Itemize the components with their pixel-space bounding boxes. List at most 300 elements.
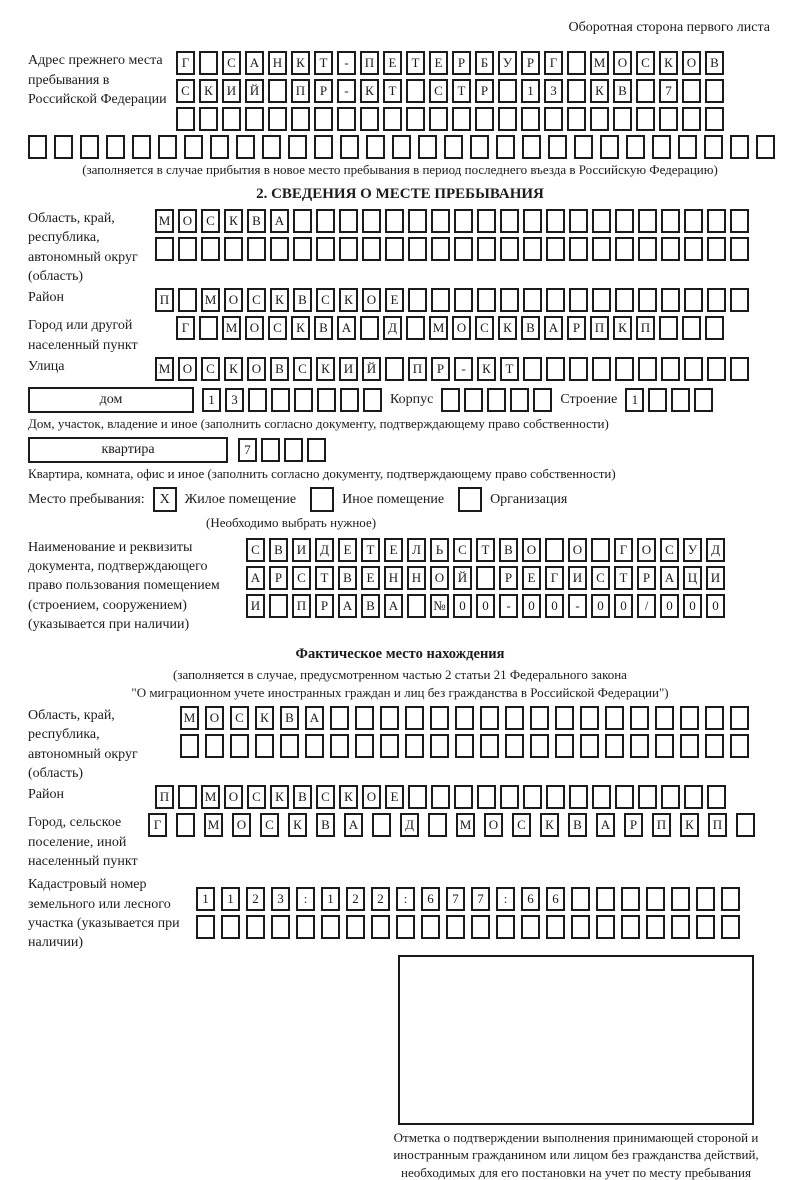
form-cell[interactable] <box>615 237 634 261</box>
form-cell[interactable] <box>567 79 586 103</box>
form-cell[interactable]: К <box>360 79 379 103</box>
form-cell[interactable] <box>736 813 755 837</box>
form-cell[interactable]: - <box>337 51 356 75</box>
form-cell[interactable]: О <box>178 209 197 233</box>
form-cell[interactable] <box>705 734 724 758</box>
form-cell[interactable] <box>430 706 449 730</box>
form-cell[interactable]: Е <box>429 51 448 75</box>
form-cell[interactable]: 0 <box>683 594 702 618</box>
form-cell[interactable] <box>659 316 678 340</box>
form-cell[interactable]: М <box>155 209 174 233</box>
form-cell[interactable] <box>291 107 310 131</box>
form-cell[interactable]: Б <box>475 51 494 75</box>
form-cell[interactable]: - <box>454 357 473 381</box>
form-cell[interactable] <box>580 734 599 758</box>
form-cell[interactable] <box>580 706 599 730</box>
form-cell[interactable]: В <box>270 357 289 381</box>
form-cell[interactable] <box>510 388 529 412</box>
form-cell[interactable] <box>500 209 519 233</box>
form-cell[interactable]: О <box>245 316 264 340</box>
form-cell[interactable]: М <box>590 51 609 75</box>
form-cell[interactable] <box>205 734 224 758</box>
form-cell[interactable]: С <box>660 538 679 562</box>
form-cell[interactable]: В <box>316 813 335 837</box>
form-cell[interactable]: П <box>408 357 427 381</box>
form-cell[interactable]: Р <box>452 51 471 75</box>
form-cell[interactable]: 3 <box>544 79 563 103</box>
form-cell[interactable] <box>355 706 374 730</box>
form-cell[interactable]: Е <box>361 566 380 590</box>
form-cell[interactable] <box>178 785 197 809</box>
form-cell[interactable]: В <box>293 288 312 312</box>
form-cell[interactable] <box>54 135 73 159</box>
form-cell[interactable] <box>158 135 177 159</box>
form-cell[interactable] <box>317 388 336 412</box>
form-cell[interactable] <box>500 237 519 261</box>
form-cell[interactable]: Т <box>361 538 380 562</box>
form-cell[interactable]: О <box>232 813 251 837</box>
form-cell[interactable] <box>705 316 724 340</box>
form-cell[interactable]: В <box>293 785 312 809</box>
form-cell[interactable] <box>574 135 593 159</box>
form-cell[interactable]: 7 <box>238 438 257 462</box>
form-cell[interactable] <box>636 107 655 131</box>
form-cell[interactable] <box>655 706 674 730</box>
form-cell[interactable]: 0 <box>591 594 610 618</box>
form-cell[interactable]: В <box>247 209 266 233</box>
form-cell[interactable]: Н <box>407 566 426 590</box>
form-cell[interactable] <box>523 357 542 381</box>
form-cell[interactable] <box>431 785 450 809</box>
form-cell[interactable]: Р <box>624 813 643 837</box>
form-cell[interactable] <box>199 107 218 131</box>
form-cell[interactable]: М <box>180 706 199 730</box>
form-cell[interactable] <box>730 734 749 758</box>
form-cell[interactable]: А <box>544 316 563 340</box>
form-cell[interactable] <box>682 316 701 340</box>
form-cell[interactable]: П <box>155 785 174 809</box>
form-cell[interactable]: М <box>201 288 220 312</box>
form-cell[interactable]: 6 <box>546 887 565 911</box>
form-cell[interactable] <box>28 135 47 159</box>
form-cell[interactable] <box>475 107 494 131</box>
form-cell[interactable]: М <box>222 316 241 340</box>
form-cell[interactable] <box>523 237 542 261</box>
form-cell[interactable]: 1 <box>196 887 215 911</box>
form-cell[interactable]: Д <box>383 316 402 340</box>
form-cell[interactable]: Т <box>383 79 402 103</box>
form-cell[interactable] <box>406 316 425 340</box>
form-cell[interactable] <box>106 135 125 159</box>
form-cell[interactable]: О <box>484 813 503 837</box>
form-cell[interactable] <box>500 288 519 312</box>
form-cell[interactable] <box>184 135 203 159</box>
form-cell[interactable]: И <box>339 357 358 381</box>
form-cell[interactable] <box>646 915 665 939</box>
form-cell[interactable]: С <box>268 316 287 340</box>
form-cell[interactable] <box>569 209 588 233</box>
form-cell[interactable] <box>661 288 680 312</box>
form-cell[interactable]: В <box>705 51 724 75</box>
form-cell[interactable]: С <box>260 813 279 837</box>
form-cell[interactable] <box>176 813 195 837</box>
form-cell[interactable] <box>431 237 450 261</box>
form-cell[interactable] <box>533 388 552 412</box>
form-cell[interactable] <box>421 915 440 939</box>
form-cell[interactable]: К <box>540 813 559 837</box>
form-cell[interactable] <box>530 706 549 730</box>
form-cell[interactable] <box>705 79 724 103</box>
form-cell[interactable]: И <box>292 538 311 562</box>
form-cell[interactable]: А <box>344 813 363 837</box>
form-cell[interactable] <box>155 237 174 261</box>
form-cell[interactable]: П <box>360 51 379 75</box>
form-cell[interactable] <box>294 388 313 412</box>
form-cell[interactable] <box>682 107 701 131</box>
form-cell[interactable] <box>638 237 657 261</box>
form-cell[interactable] <box>592 288 611 312</box>
form-cell[interactable] <box>545 538 564 562</box>
form-cell[interactable] <box>288 135 307 159</box>
form-cell[interactable] <box>360 107 379 131</box>
form-cell[interactable] <box>408 288 427 312</box>
form-cell[interactable] <box>316 209 335 233</box>
form-cell[interactable]: А <box>270 209 289 233</box>
form-cell[interactable] <box>592 785 611 809</box>
form-cell[interactable] <box>210 135 229 159</box>
form-cell[interactable]: В <box>613 79 632 103</box>
form-cell[interactable] <box>684 209 703 233</box>
form-cell[interactable] <box>385 237 404 261</box>
form-cell[interactable]: П <box>590 316 609 340</box>
form-cell[interactable] <box>246 915 265 939</box>
form-cell[interactable]: 2 <box>371 887 390 911</box>
form-cell[interactable] <box>392 135 411 159</box>
form-cell[interactable]: К <box>339 785 358 809</box>
form-cell[interactable]: / <box>637 594 656 618</box>
form-cell[interactable] <box>247 237 266 261</box>
form-cell[interactable] <box>455 706 474 730</box>
form-cell[interactable] <box>521 107 540 131</box>
form-cell[interactable]: А <box>246 566 265 590</box>
form-cell[interactable]: К <box>255 706 274 730</box>
form-cell[interactable]: Р <box>567 316 586 340</box>
form-cell[interactable]: П <box>652 813 671 837</box>
form-cell[interactable] <box>431 288 450 312</box>
form-cell[interactable] <box>613 107 632 131</box>
form-cell[interactable]: Й <box>453 566 472 590</box>
form-cell[interactable]: П <box>292 594 311 618</box>
form-cell[interactable] <box>630 706 649 730</box>
form-cell[interactable]: В <box>280 706 299 730</box>
form-cell[interactable] <box>615 785 634 809</box>
form-cell[interactable]: О <box>247 357 266 381</box>
form-cell[interactable]: Г <box>148 813 167 837</box>
form-cell[interactable] <box>372 813 391 837</box>
form-cell[interactable]: К <box>291 316 310 340</box>
form-cell[interactable] <box>730 135 749 159</box>
form-cell[interactable] <box>684 237 703 261</box>
form-cell[interactable] <box>555 706 574 730</box>
form-cell[interactable]: С <box>176 79 195 103</box>
form-cell[interactable]: С <box>316 288 335 312</box>
form-cell[interactable] <box>408 237 427 261</box>
form-cell[interactable]: К <box>659 51 678 75</box>
form-cell[interactable]: Р <box>431 357 450 381</box>
form-cell[interactable] <box>245 107 264 131</box>
form-cell[interactable]: Т <box>500 357 519 381</box>
form-cell[interactable] <box>363 388 382 412</box>
form-cell[interactable]: К <box>339 288 358 312</box>
form-cell[interactable]: - <box>337 79 356 103</box>
form-cell[interactable] <box>293 209 312 233</box>
form-cell[interactable]: Т <box>614 566 633 590</box>
form-cell[interactable]: У <box>683 538 702 562</box>
form-cell[interactable]: 0 <box>545 594 564 618</box>
form-cell[interactable]: С <box>636 51 655 75</box>
form-cell[interactable] <box>262 135 281 159</box>
form-cell[interactable] <box>684 288 703 312</box>
form-cell[interactable] <box>648 388 667 412</box>
form-cell[interactable] <box>730 357 749 381</box>
form-cell[interactable] <box>362 237 381 261</box>
form-cell[interactable] <box>418 135 437 159</box>
form-cell[interactable]: С <box>316 785 335 809</box>
form-cell[interactable] <box>385 357 404 381</box>
form-cell[interactable] <box>444 135 463 159</box>
form-cell[interactable]: 3 <box>225 388 244 412</box>
form-cell[interactable]: М <box>155 357 174 381</box>
form-cell[interactable] <box>476 566 495 590</box>
form-cell[interactable] <box>477 785 496 809</box>
form-cell[interactable] <box>707 785 726 809</box>
form-cell[interactable] <box>615 209 634 233</box>
form-cell[interactable] <box>721 915 740 939</box>
form-cell[interactable] <box>652 135 671 159</box>
form-cell[interactable]: А <box>337 316 356 340</box>
form-cell[interactable]: А <box>305 706 324 730</box>
form-cell[interactable] <box>80 135 99 159</box>
form-cell[interactable] <box>546 288 565 312</box>
form-cell[interactable]: И <box>706 566 725 590</box>
form-cell[interactable] <box>255 734 274 758</box>
form-cell[interactable] <box>441 388 460 412</box>
form-cell[interactable] <box>505 734 524 758</box>
form-cell[interactable]: 1 <box>521 79 540 103</box>
form-cell[interactable]: № <box>430 594 449 618</box>
form-cell[interactable]: Г <box>545 566 564 590</box>
form-cell[interactable] <box>592 237 611 261</box>
form-cell[interactable]: Р <box>499 566 518 590</box>
form-cell[interactable] <box>360 316 379 340</box>
form-cell[interactable]: О <box>568 538 587 562</box>
form-cell[interactable] <box>270 237 289 261</box>
form-cell[interactable]: Е <box>522 566 541 590</box>
form-cell[interactable] <box>199 51 218 75</box>
form-cell[interactable] <box>636 79 655 103</box>
form-cell[interactable] <box>362 209 381 233</box>
form-cell[interactable]: О <box>522 538 541 562</box>
form-cell[interactable]: В <box>568 813 587 837</box>
form-cell[interactable]: Ц <box>683 566 702 590</box>
form-cell[interactable]: С <box>512 813 531 837</box>
form-cell[interactable]: Т <box>452 79 471 103</box>
form-cell[interactable] <box>339 209 358 233</box>
form-cell[interactable]: М <box>456 813 475 837</box>
form-cell[interactable] <box>684 357 703 381</box>
form-cell[interactable] <box>671 887 690 911</box>
form-cell[interactable] <box>704 135 723 159</box>
form-cell[interactable] <box>500 785 519 809</box>
form-cell[interactable] <box>406 79 425 103</box>
form-cell[interactable] <box>430 734 449 758</box>
form-cell[interactable]: Е <box>338 538 357 562</box>
form-cell[interactable] <box>408 785 427 809</box>
form-cell[interactable]: Е <box>385 785 404 809</box>
form-cell[interactable]: 0 <box>476 594 495 618</box>
form-cell[interactable] <box>380 734 399 758</box>
form-cell[interactable]: С <box>453 538 472 562</box>
form-cell[interactable]: О <box>205 706 224 730</box>
form-cell[interactable] <box>271 388 290 412</box>
form-cell[interactable]: К <box>224 209 243 233</box>
form-cell[interactable] <box>340 388 359 412</box>
form-cell[interactable] <box>296 915 315 939</box>
form-cell[interactable] <box>707 237 726 261</box>
form-cell[interactable] <box>471 915 490 939</box>
form-cell[interactable]: К <box>291 51 310 75</box>
form-cell[interactable] <box>268 79 287 103</box>
form-cell[interactable]: К <box>270 288 289 312</box>
form-cell[interactable] <box>339 237 358 261</box>
form-cell[interactable]: С <box>201 357 220 381</box>
form-cell[interactable]: Й <box>245 79 264 103</box>
form-cell[interactable]: : <box>296 887 315 911</box>
form-cell[interactable] <box>661 209 680 233</box>
form-cell[interactable]: Е <box>385 288 404 312</box>
form-cell[interactable]: Д <box>706 538 725 562</box>
form-cell[interactable]: С <box>591 566 610 590</box>
form-cell[interactable] <box>248 388 267 412</box>
dom-type-box[interactable] <box>28 387 194 413</box>
form-cell[interactable] <box>261 438 280 462</box>
form-cell[interactable] <box>696 915 715 939</box>
form-cell[interactable]: В <box>361 594 380 618</box>
form-cell[interactable]: К <box>288 813 307 837</box>
form-cell[interactable]: А <box>660 566 679 590</box>
form-cell[interactable]: О <box>224 785 243 809</box>
form-cell[interactable] <box>407 594 426 618</box>
form-cell[interactable] <box>477 237 496 261</box>
form-cell[interactable]: Г <box>176 51 195 75</box>
form-cell[interactable] <box>523 288 542 312</box>
form-cell[interactable]: М <box>429 316 448 340</box>
form-cell[interactable]: Е <box>383 51 402 75</box>
form-cell[interactable]: М <box>201 785 220 809</box>
form-cell[interactable]: В <box>338 566 357 590</box>
form-cell[interactable] <box>222 107 241 131</box>
form-cell[interactable] <box>544 107 563 131</box>
form-cell[interactable]: И <box>568 566 587 590</box>
form-cell[interactable]: С <box>230 706 249 730</box>
form-cell[interactable]: О <box>430 566 449 590</box>
form-cell[interactable] <box>605 706 624 730</box>
form-cell[interactable]: О <box>178 357 197 381</box>
form-cell[interactable]: 7 <box>471 887 490 911</box>
form-cell[interactable] <box>530 734 549 758</box>
form-cell[interactable] <box>621 915 640 939</box>
form-cell[interactable] <box>615 357 634 381</box>
form-cell[interactable] <box>522 135 541 159</box>
form-cell[interactable] <box>454 209 473 233</box>
form-cell[interactable]: 0 <box>522 594 541 618</box>
form-cell[interactable] <box>132 135 151 159</box>
form-cell[interactable] <box>346 915 365 939</box>
form-cell[interactable]: 2 <box>346 887 365 911</box>
form-cell[interactable]: 7 <box>659 79 678 103</box>
form-cell[interactable] <box>452 107 471 131</box>
form-cell[interactable] <box>626 135 645 159</box>
form-cell[interactable]: Н <box>384 566 403 590</box>
form-cell[interactable]: Г <box>544 51 563 75</box>
form-cell[interactable] <box>521 915 540 939</box>
form-cell[interactable] <box>621 887 640 911</box>
form-cell[interactable] <box>721 887 740 911</box>
form-cell[interactable]: О <box>637 538 656 562</box>
form-cell[interactable]: - <box>568 594 587 618</box>
form-cell[interactable]: Р <box>637 566 656 590</box>
form-cell[interactable] <box>178 288 197 312</box>
form-cell[interactable] <box>340 135 359 159</box>
form-cell[interactable]: 0 <box>706 594 725 618</box>
form-cell[interactable] <box>454 288 473 312</box>
form-cell[interactable]: Г <box>614 538 633 562</box>
form-cell[interactable] <box>592 357 611 381</box>
form-cell[interactable] <box>314 135 333 159</box>
form-cell[interactable] <box>655 734 674 758</box>
form-cell[interactable]: В <box>499 538 518 562</box>
form-cell[interactable] <box>505 706 524 730</box>
form-cell[interactable] <box>406 107 425 131</box>
checkbox-inoe-pomeshchenie[interactable] <box>310 487 334 512</box>
form-cell[interactable] <box>477 209 496 233</box>
form-cell[interactable] <box>221 915 240 939</box>
form-cell[interactable]: Р <box>314 79 333 103</box>
form-cell[interactable] <box>678 135 697 159</box>
form-cell[interactable]: 0 <box>614 594 633 618</box>
form-cell[interactable] <box>429 107 448 131</box>
form-cell[interactable]: 1 <box>625 388 644 412</box>
form-cell[interactable] <box>446 915 465 939</box>
form-cell[interactable] <box>383 107 402 131</box>
form-cell[interactable] <box>431 209 450 233</box>
form-cell[interactable]: Е <box>384 538 403 562</box>
form-cell[interactable] <box>569 288 588 312</box>
form-cell[interactable] <box>591 538 610 562</box>
form-cell[interactable]: В <box>314 316 333 340</box>
form-cell[interactable] <box>569 785 588 809</box>
form-cell[interactable] <box>307 438 326 462</box>
form-cell[interactable] <box>199 316 218 340</box>
form-cell[interactable]: А <box>338 594 357 618</box>
form-cell[interactable]: С <box>246 538 265 562</box>
form-cell[interactable] <box>707 209 726 233</box>
form-cell[interactable] <box>330 706 349 730</box>
form-cell[interactable] <box>600 135 619 159</box>
form-cell[interactable] <box>546 785 565 809</box>
form-cell[interactable]: С <box>475 316 494 340</box>
form-cell[interactable] <box>178 237 197 261</box>
